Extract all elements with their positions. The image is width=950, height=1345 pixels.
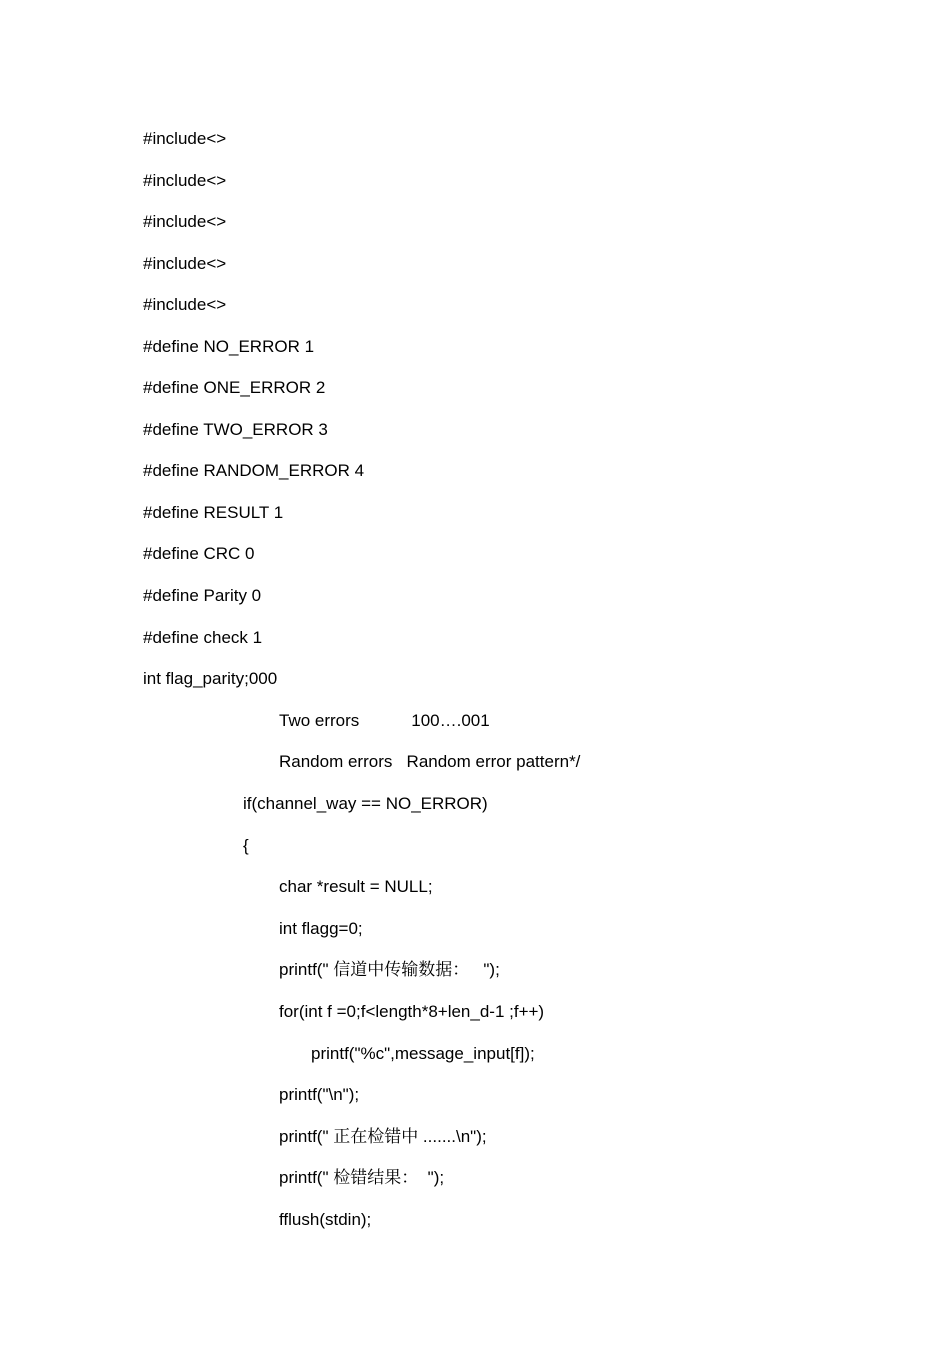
code-line: Two errors 100….001: [279, 711, 490, 730]
code-line: {: [243, 836, 249, 855]
code-line: for(int f =0;f<length*8+len_d-1 ;f++): [279, 1002, 545, 1021]
code-line: Random errors Random error pattern*/: [279, 752, 581, 771]
code-line: printf(" 信道中传输数据： ");: [279, 960, 500, 979]
code-line: int flagg=0;: [279, 919, 363, 938]
code-line: #define Parity 0: [143, 586, 262, 605]
code-line: printf(" 正在检错中 .......\n");: [279, 1127, 487, 1146]
code-line: #define check 1: [143, 628, 263, 647]
code-line: printf("%c",message_input[f]);: [311, 1044, 535, 1063]
code-line: #include<>: [143, 254, 227, 273]
code-line: #include<>: [143, 212, 227, 231]
code-line: fflush(stdin);: [279, 1210, 372, 1229]
code-line: #include<>: [143, 171, 227, 190]
code-line: char *result = NULL;: [279, 877, 433, 896]
code-line: printf("\n");: [279, 1085, 360, 1104]
code-line: #define TWO_ERROR 3: [143, 420, 328, 439]
code-line: #define CRC 0: [143, 544, 255, 563]
code-line: #define NO_ERROR 1: [143, 337, 315, 356]
code-line: #define ONE_ERROR 2: [143, 378, 326, 397]
code-line: printf(" 检错结果： ");: [279, 1168, 445, 1187]
code-line: if(channel_way == NO_ERROR): [243, 794, 488, 813]
code-line: #define RESULT 1: [143, 503, 284, 522]
code-line: #include<>: [143, 295, 227, 314]
code-line: #define RANDOM_ERROR 4: [143, 461, 365, 480]
code-line: int flag_parity;000: [143, 669, 278, 688]
code-line: #include<>: [143, 129, 227, 148]
